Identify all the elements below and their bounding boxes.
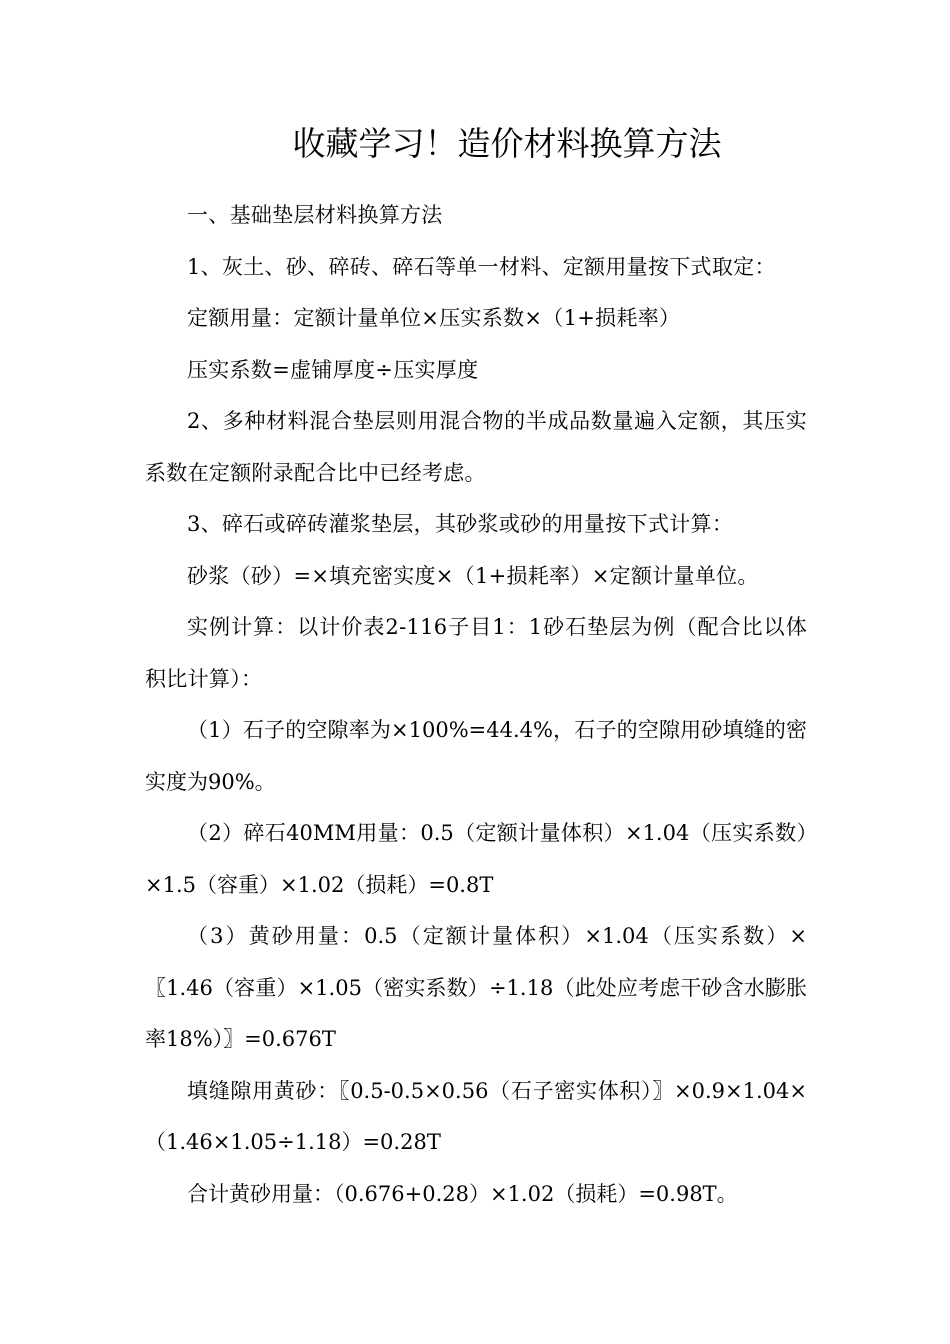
- document-title: 收藏学习！造价材料换算方法: [292, 124, 722, 163]
- document-body: [145, 190, 807, 1220]
- formula-line: 定额用量：定额计量单位×压实系数×（1+损耗率）: [187, 306, 681, 330]
- calculation-step: （3）黄砂用量：0.5（定额计量体积）×1.04（压实系数）×〖1.46（容重）×1.05（密实系数）÷1.18（此处应考虑干砂含水膨胀率18%）〗=0.676T: [145, 924, 807, 1051]
- section-heading: 一、基础垫层材料换算方法: [187, 203, 443, 227]
- paragraph: 1、灰土、砂、碎砖、碎石等单一材料、定额用量按下式取定：: [187, 254, 776, 279]
- paragraph: 3、碎石或碎砖灌浆垫层，其砂浆或砂的用量按下式计算：: [187, 512, 734, 536]
- calculation-step: （2）碎石40MM用量：0.5（定额计量体积）×1.04（压实系数）×1.5（容重）×1.02（损耗）=0.8T: [145, 821, 807, 897]
- calculation-step: 填缝隙用黄砂：〖0.5-0.5×0.56（石子密实体积）〗×0.9×1.04×（1.46×1.05÷1.18）=0.28T: [145, 1078, 807, 1154]
- calculation-step: 合计黄砂用量：（0.676+0.28）×1.02（损耗）=0.98T。: [187, 1181, 738, 1206]
- paragraph: 实例计算：以计价表2-116子目1：1砂石垫层为例（配合比以体积比计算）：: [145, 615, 807, 691]
- formula-line: 压实系数=虚铺厚度÷压实厚度: [187, 357, 479, 382]
- calculation-step: （1）石子的空隙率为×100%=44.4%，石子的空隙用砂填缝的密实度为90%。: [145, 718, 807, 794]
- formula-line: 砂浆（砂）=×填充密实度×（1+损耗率）×定额计量单位。: [187, 563, 759, 588]
- paragraph: 2、多种材料混合垫层则用混合物的半成品数量遍入定额，其压实系数在定额附录配合比中已经考虑。: [145, 409, 807, 485]
